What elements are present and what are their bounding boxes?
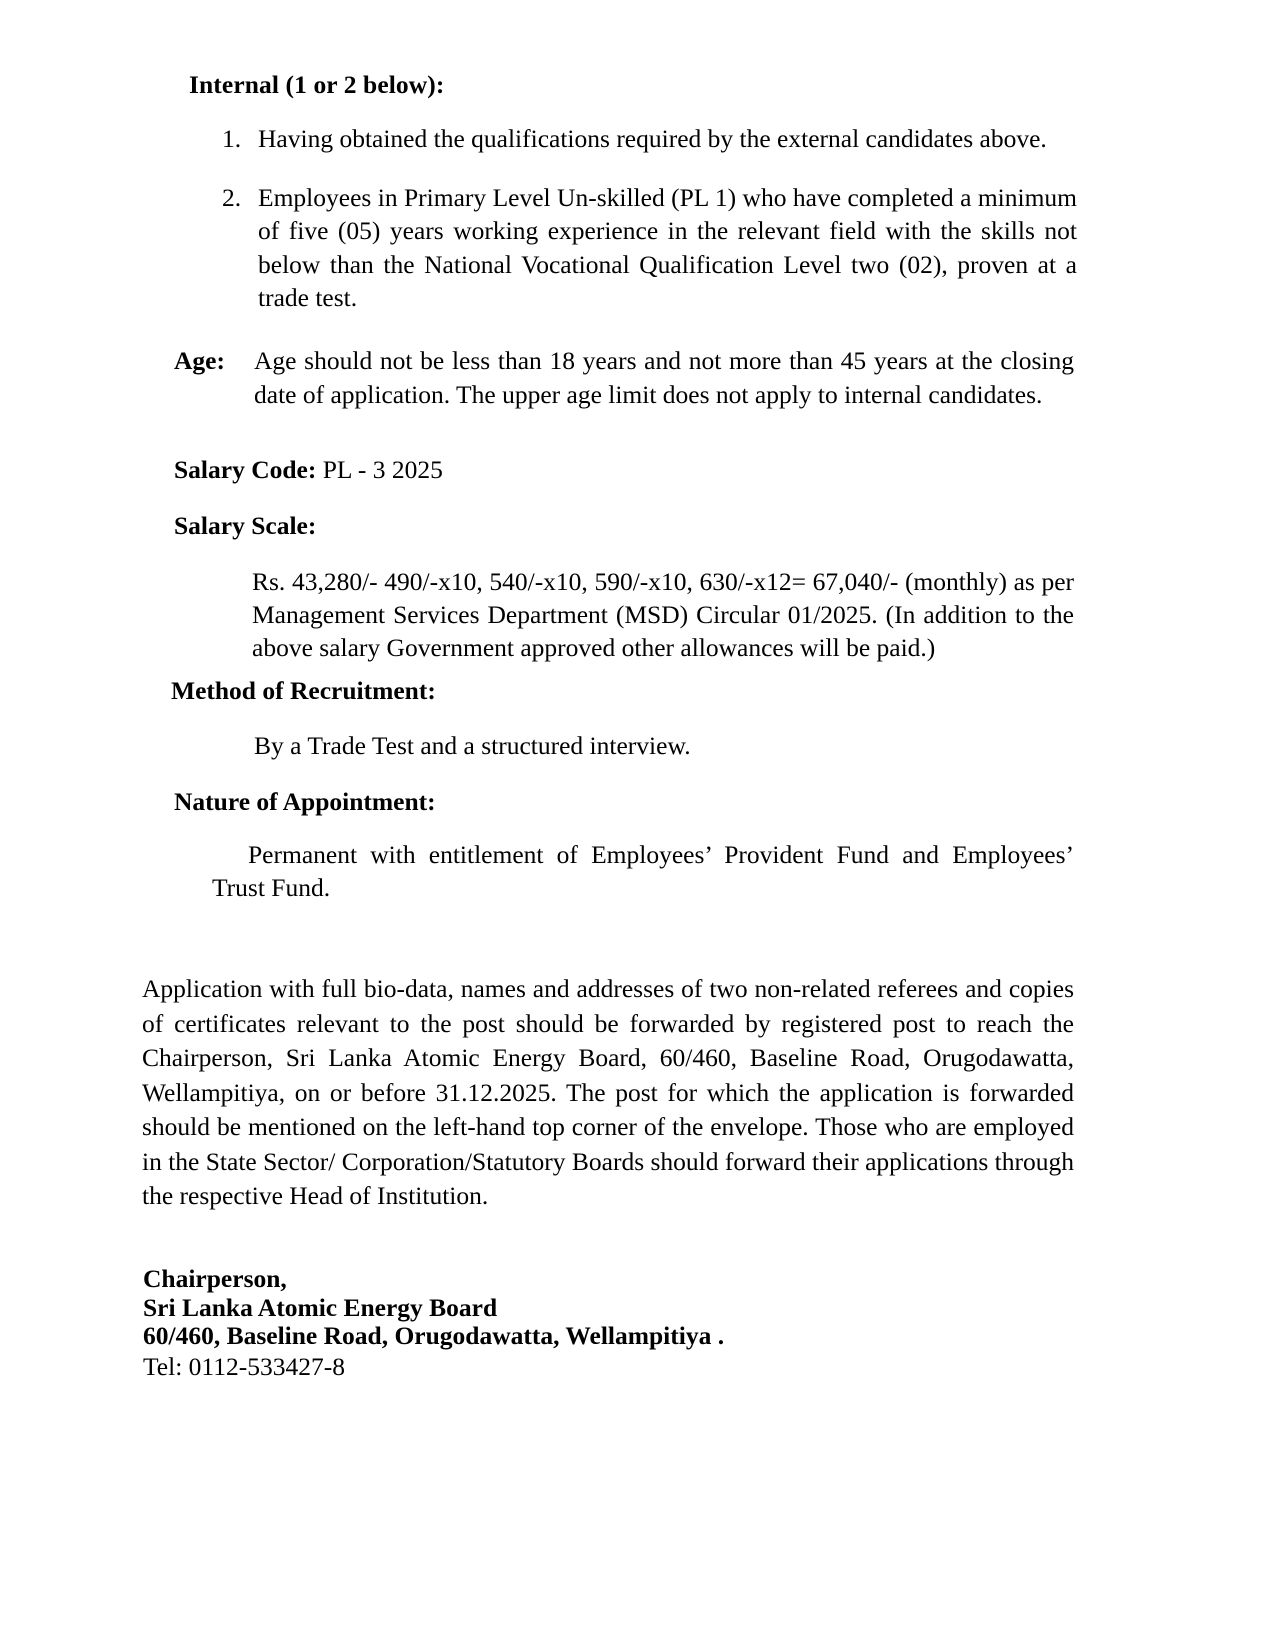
age-text: Age should not be less than 18 years and not more than 45 years at the closing date of application. The upper age limit does not apply to internal candidates. bbox=[254, 346, 1074, 409]
signature-address: 60/460, Baseline Road, Orugodawatta, Wellampitiya . bbox=[143, 1321, 725, 1350]
salary-scale-heading: Salary Scale: bbox=[174, 511, 317, 540]
method-of-recruitment-text: By a Trade Test and a structured interview. bbox=[254, 731, 691, 760]
salary-code-label: Salary Code: bbox=[174, 455, 317, 484]
list-item-text: Employees in Primary Level Un-skilled (PL 1) who have completed a minimum of five (05) years working experience in the relevant field with the skills not below than the National Vocational Qualification Level two (02), proven at a trade test. bbox=[258, 182, 1077, 312]
signature-telephone: Tel: 0112-533427-8 bbox=[143, 1351, 345, 1381]
signature-organization: Sri Lanka Atomic Energy Board bbox=[143, 1292, 498, 1322]
salary-code-line bbox=[174, 453, 874, 486]
salary-code-value: PL - 3 2025 bbox=[322, 455, 443, 484]
signature-title: Chairperson, bbox=[143, 1264, 287, 1293]
list-item bbox=[222, 181, 1077, 315]
age-label: Age: bbox=[174, 346, 225, 375]
list-item-text: Having obtained the qualifications required by the external candidates above. bbox=[258, 124, 1047, 153]
internal-qualifications-heading: Internal (1 or 2 below): bbox=[189, 70, 445, 99]
internal-qualifications-list bbox=[222, 122, 1077, 340]
method-of-recruitment-heading: Method of Recruitment: bbox=[171, 676, 436, 705]
nature-of-appointment-heading: Nature of Appointment: bbox=[174, 787, 436, 816]
list-item-number: 1. bbox=[222, 124, 242, 153]
signature-block bbox=[143, 1265, 724, 1381]
list-item-number: 2. bbox=[222, 182, 242, 212]
salary-scale-text: Rs. 43,280/- 490/-x10, 540/-x10, 590/-x10, 630/-x12= 67,040/- (monthly) as per Management Services Department (MSD) Circular 01/2025. (In addition to the above salary Government approved other allowances will be paid.) bbox=[252, 567, 1074, 662]
application-instructions-paragraph: Application with full bio-data, names and addresses of two non-related referees and copies of certificates relevant to the post should be forwarded by registered post to reach the Chairperson, Sri Lanka Atomic Energy Board, 60/460, Baseline Road, Orugodawatta, Wellampitiya, on or before 31.12.2025. The post for which the application is forwarded should be mentioned on the left-hand top corner of the envelope. Those who are employed in the State Sector/ Corporation/Statutory Boards should forward their applications through the respective Head of Institution. bbox=[142, 974, 1074, 1210]
nature-of-appointment-text: Permanent with entitlement of Employees’ Provident Fund and Employees’ Trust Fund. bbox=[212, 840, 1074, 902]
age-section bbox=[174, 344, 1074, 411]
list-item bbox=[222, 122, 1077, 156]
